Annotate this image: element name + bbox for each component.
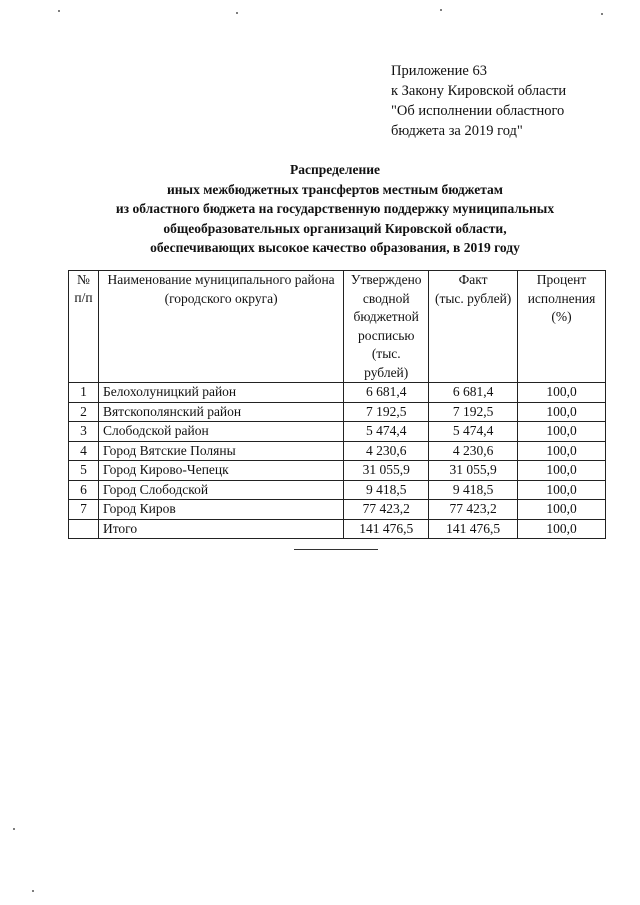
title-line: общеобразовательных организаций Кировской области,	[163, 220, 507, 236]
row-percent: 100,0	[518, 402, 606, 422]
title-line: из областного бюджета на государственную поддержку муниципальных	[115, 201, 555, 216]
row-approved: 9 418,5	[344, 480, 429, 500]
row-name: Город Слободской	[98, 480, 343, 500]
title-line: Распределение	[289, 162, 381, 177]
row-percent: 100,0	[518, 500, 606, 520]
appendix-line: к Закону Кировской области	[391, 83, 567, 99]
table-row	[69, 422, 606, 442]
header-num-line: №	[77, 272, 90, 287]
header-approved-line: сводной	[362, 290, 410, 306]
row-name: Слободской район	[98, 422, 343, 442]
appendix-line: бюджета за 2019 год"	[391, 123, 523, 139]
header-percent-line: исполнения	[527, 290, 596, 306]
row-name: Белохолуницкий район	[98, 383, 343, 403]
header-percent-line: Процент	[536, 272, 587, 287]
appendix-line: Приложение 63	[391, 63, 487, 79]
header-approved-line: Утверждено	[350, 272, 422, 287]
row-approved: 6 681,4	[344, 383, 429, 403]
row-approved: 5 474,4	[344, 422, 429, 442]
row-name: Город Кирово-Чепецк	[98, 461, 343, 481]
total-percent: 100,0	[518, 519, 606, 539]
row-percent: 100,0	[518, 480, 606, 500]
header-fact	[429, 271, 518, 383]
row-name: Город Киров	[98, 500, 343, 520]
closing-rule	[294, 549, 378, 550]
row-fact: 9 418,5	[429, 480, 518, 500]
header-fact-line: (тыс. рублей)	[434, 290, 512, 306]
table-row	[69, 383, 606, 403]
table-total-row	[69, 519, 606, 539]
header-num-line: п/п	[74, 290, 93, 305]
total-num	[69, 519, 99, 539]
scan-speck	[601, 13, 603, 15]
table-row	[69, 402, 606, 422]
row-percent: 100,0	[518, 461, 606, 481]
header-percent	[518, 271, 606, 383]
row-fact: 77 423,2	[429, 500, 518, 520]
row-num: 7	[69, 500, 99, 520]
row-approved: 77 423,2	[344, 500, 429, 520]
header-approved	[344, 271, 429, 383]
table-row	[69, 441, 606, 461]
scan-speck	[58, 10, 60, 12]
header-fact-line: Факт	[458, 272, 488, 287]
row-percent: 100,0	[518, 383, 606, 403]
total-approved: 141 476,5	[344, 519, 429, 539]
scan-speck	[440, 9, 442, 11]
title-line: иных межбюджетных трансфертов местным бюджетам	[167, 181, 503, 197]
row-percent: 100,0	[518, 441, 606, 461]
header-approved-line: росписью	[357, 327, 415, 343]
header-num	[69, 271, 99, 383]
row-fact: 31 055,9	[429, 461, 518, 481]
scan-speck	[13, 828, 15, 830]
header-approved-line: (тыс. рублей)	[364, 346, 409, 380]
row-num: 2	[69, 402, 99, 422]
row-num: 3	[69, 422, 99, 442]
row-approved: 4 230,6	[344, 441, 429, 461]
header-name-line: (городского округа)	[164, 290, 278, 306]
row-fact: 6 681,4	[429, 383, 518, 403]
row-fact: 5 474,4	[429, 422, 518, 442]
row-approved: 31 055,9	[344, 461, 429, 481]
scan-speck	[236, 12, 238, 14]
table-row	[69, 461, 606, 481]
header-approved-line: бюджетной	[353, 309, 419, 324]
appendix-note	[391, 61, 631, 141]
total-fact: 141 476,5	[429, 519, 518, 539]
title-line: обеспечивающих высокое качество образования, в 2019 году	[150, 240, 520, 255]
table-row	[69, 480, 606, 500]
appendix-line: "Об исполнении областного	[391, 103, 565, 119]
row-name: Город Вятские Поляны	[98, 441, 343, 461]
row-name: Вятскополянский район	[98, 402, 343, 422]
table-header-row	[69, 271, 606, 383]
total-name: Итого	[98, 519, 343, 539]
row-fact: 4 230,6	[429, 441, 518, 461]
row-percent: 100,0	[518, 422, 606, 442]
table-row	[69, 500, 606, 520]
row-num: 6	[69, 480, 99, 500]
document-title	[40, 160, 630, 258]
transfers-table	[68, 270, 606, 539]
row-approved: 7 192,5	[344, 402, 429, 422]
scan-speck	[32, 890, 34, 892]
header-name-line: Наименование муниципального района	[107, 272, 335, 287]
row-fact: 7 192,5	[429, 402, 518, 422]
row-num: 4	[69, 441, 99, 461]
header-percent-line: (%)	[551, 309, 572, 324]
row-num: 5	[69, 461, 99, 481]
header-name	[98, 271, 343, 383]
row-num: 1	[69, 383, 99, 403]
